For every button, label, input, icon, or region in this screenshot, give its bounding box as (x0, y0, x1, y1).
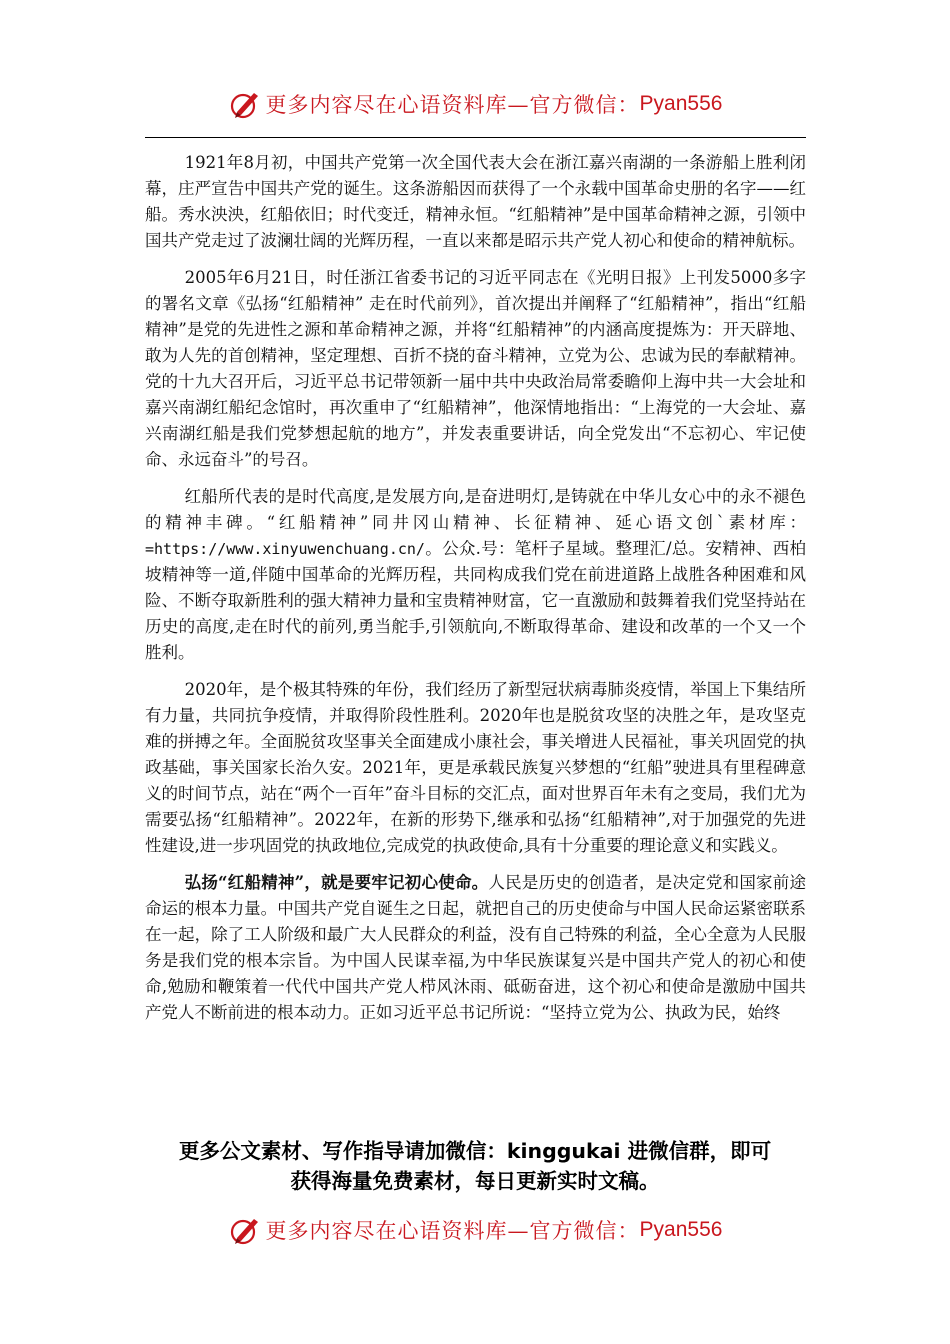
paragraph-2: 2005年6月21日，时任浙江省委书记的习近平同志在《光明日报》上刊发5000多字的署名文章《弘扬“红船精神” 走在时代前列》，首次提出并阐释了“红船精神”，指出“红船精神”是党的先进性之源和革命精神之源，并将“红船精神”的内涵高度提炼为：开天辟地、敢为人先的首创精神，坚定理想、百折不挠的奋斗精神，立党为公、忠诚为民的奉献精神。党的十九大召开后，习近平总书记带领新一届中共中央政治局常委瞻仰上海中共一大会址和嘉兴南湖红船纪念馆时，再次重申了“红船精神”，他深情地指出：“上海党的一大会址、嘉兴南湖红船是我们党梦想起航的地方”，并发表重要讲话，向全党发出“不忘初心、牢记使命、永远奋斗”的号召。 (145, 268, 806, 469)
paragraph-3-part-a: 红船所代表的是时代高度,是发展方向,是奋进明灯,是铸就在中华儿女心中的永不褪色的精神丰碑。“红船精神”同井冈山精神、长征精神、延心语文创`素材库： (145, 487, 806, 532)
paragraph-1: 1921年8月初，中国共产党第一次全国代表大会在浙江嘉兴南湖的一条游船上胜利闭幕，庄严宣告中国共产党的诞生。这条游船因而获得了一个永载中国革命史册的名字——红船。秀水泱泱，红船依旧；时代变迁，精神永恒。“红船精神”是中国革命精神之源，引领中国共产党走过了波澜壮阔的光辉历程，一直以来都是昭示共产党人初心和使命的精神航标。 (145, 153, 806, 250)
pen-logo-icon (228, 1213, 262, 1247)
footer-banner (0, 1210, 950, 1250)
header-divider (145, 137, 806, 138)
footer-banner-wechat-id: Pyan556 (639, 1218, 723, 1241)
paragraph-5-heading: 弘扬“红船精神”，就是要牢记初心使命。 (184, 873, 489, 892)
promo-line-1: 更多公文素材、写作指导请加微信：kinggukai 进微信群，即可 (178, 1139, 772, 1163)
article-body (145, 150, 806, 1037)
promo-notice (100, 1136, 850, 1196)
paragraph-3-url: =https://www.xinyuwenchuang.cn/ (145, 540, 425, 558)
pen-logo-icon (228, 87, 262, 121)
paragraph-4: 2020年，是个极其特殊的年份，我们经历了新型冠状病毒肺炎疫情，举国上下集结所有力量，共同抗争疫情，并取得阶段性胜利。2020年也是脱贫攻坚的决胜之年，是攻坚克难的拼搏之年。全面脱贫攻坚事关全面建成小康社会，事关增进人民福祉，事关巩固党的执政基础，事关国家长治久安。2021年，更是承载民族复兴梦想的“红船”驶进具有里程碑意义的时间节点，站在“两个一百年”奋斗目标的交汇点，面对世界百年未有之变局，我们尤为需要弘扬“红船精神”。2022年，在新的形势下,继承和弘扬“红船精神”,对于加强党的先进性建设,进一步巩固党的执政地位,完成党的执政使命,具有十分重要的理论意义和实践义。 (145, 680, 806, 855)
footer-banner-text: 更多内容尽在心语资料库—官方微信： (265, 1219, 640, 1243)
promo-line-2: 获得海量免费素材，每日更新实时文稿。 (290, 1169, 660, 1193)
header-banner (0, 84, 950, 124)
paragraph-5 (145, 870, 806, 1026)
paragraph-5-text: 人民是历史的创造者，是决定党和国家前途命运的根本力量。中国共产党自诞生之日起，就把自己的历史使命与中国人民命运紧密联系在一起，除了工人阶级和最广大人民群众的利益，没有自己特殊的利益，全心全意为人民服务是我们党的根本宗旨。为中国人民谋幸福,为中华民族谋复兴是中国共产党人的初心和使命,勉励和鞭策着一代代中国共产党人栉风沐雨、砥砺奋进，这个初心和使命是激励中国共产党人不断前进的根本动力。正如习近平总书记所说：“坚持立党为公、执政为民，始终 (145, 873, 807, 1022)
paragraph-3-part-b: 。公众.号：笔杆子星域。整理汇/总。安精神、西柏坡精神等一道,伴随中国革命的光辉历程，共同构成我们党在前进道路上战胜各种困难和风险、不断夺取新胜利的强大精神力量和宝贵精神财富，它一直激励和鼓舞着我们党坚持站在历史的高度,走在时代的前列,勇当舵手,引领航向,不断取得革命、建设和改革的一个又一个胜利。 (145, 539, 806, 662)
header-banner-wechat-id: Pyan556 (639, 92, 723, 115)
paragraph-3 (145, 484, 806, 666)
header-banner-text: 更多内容尽在心语资料库—官方微信： (265, 93, 640, 117)
